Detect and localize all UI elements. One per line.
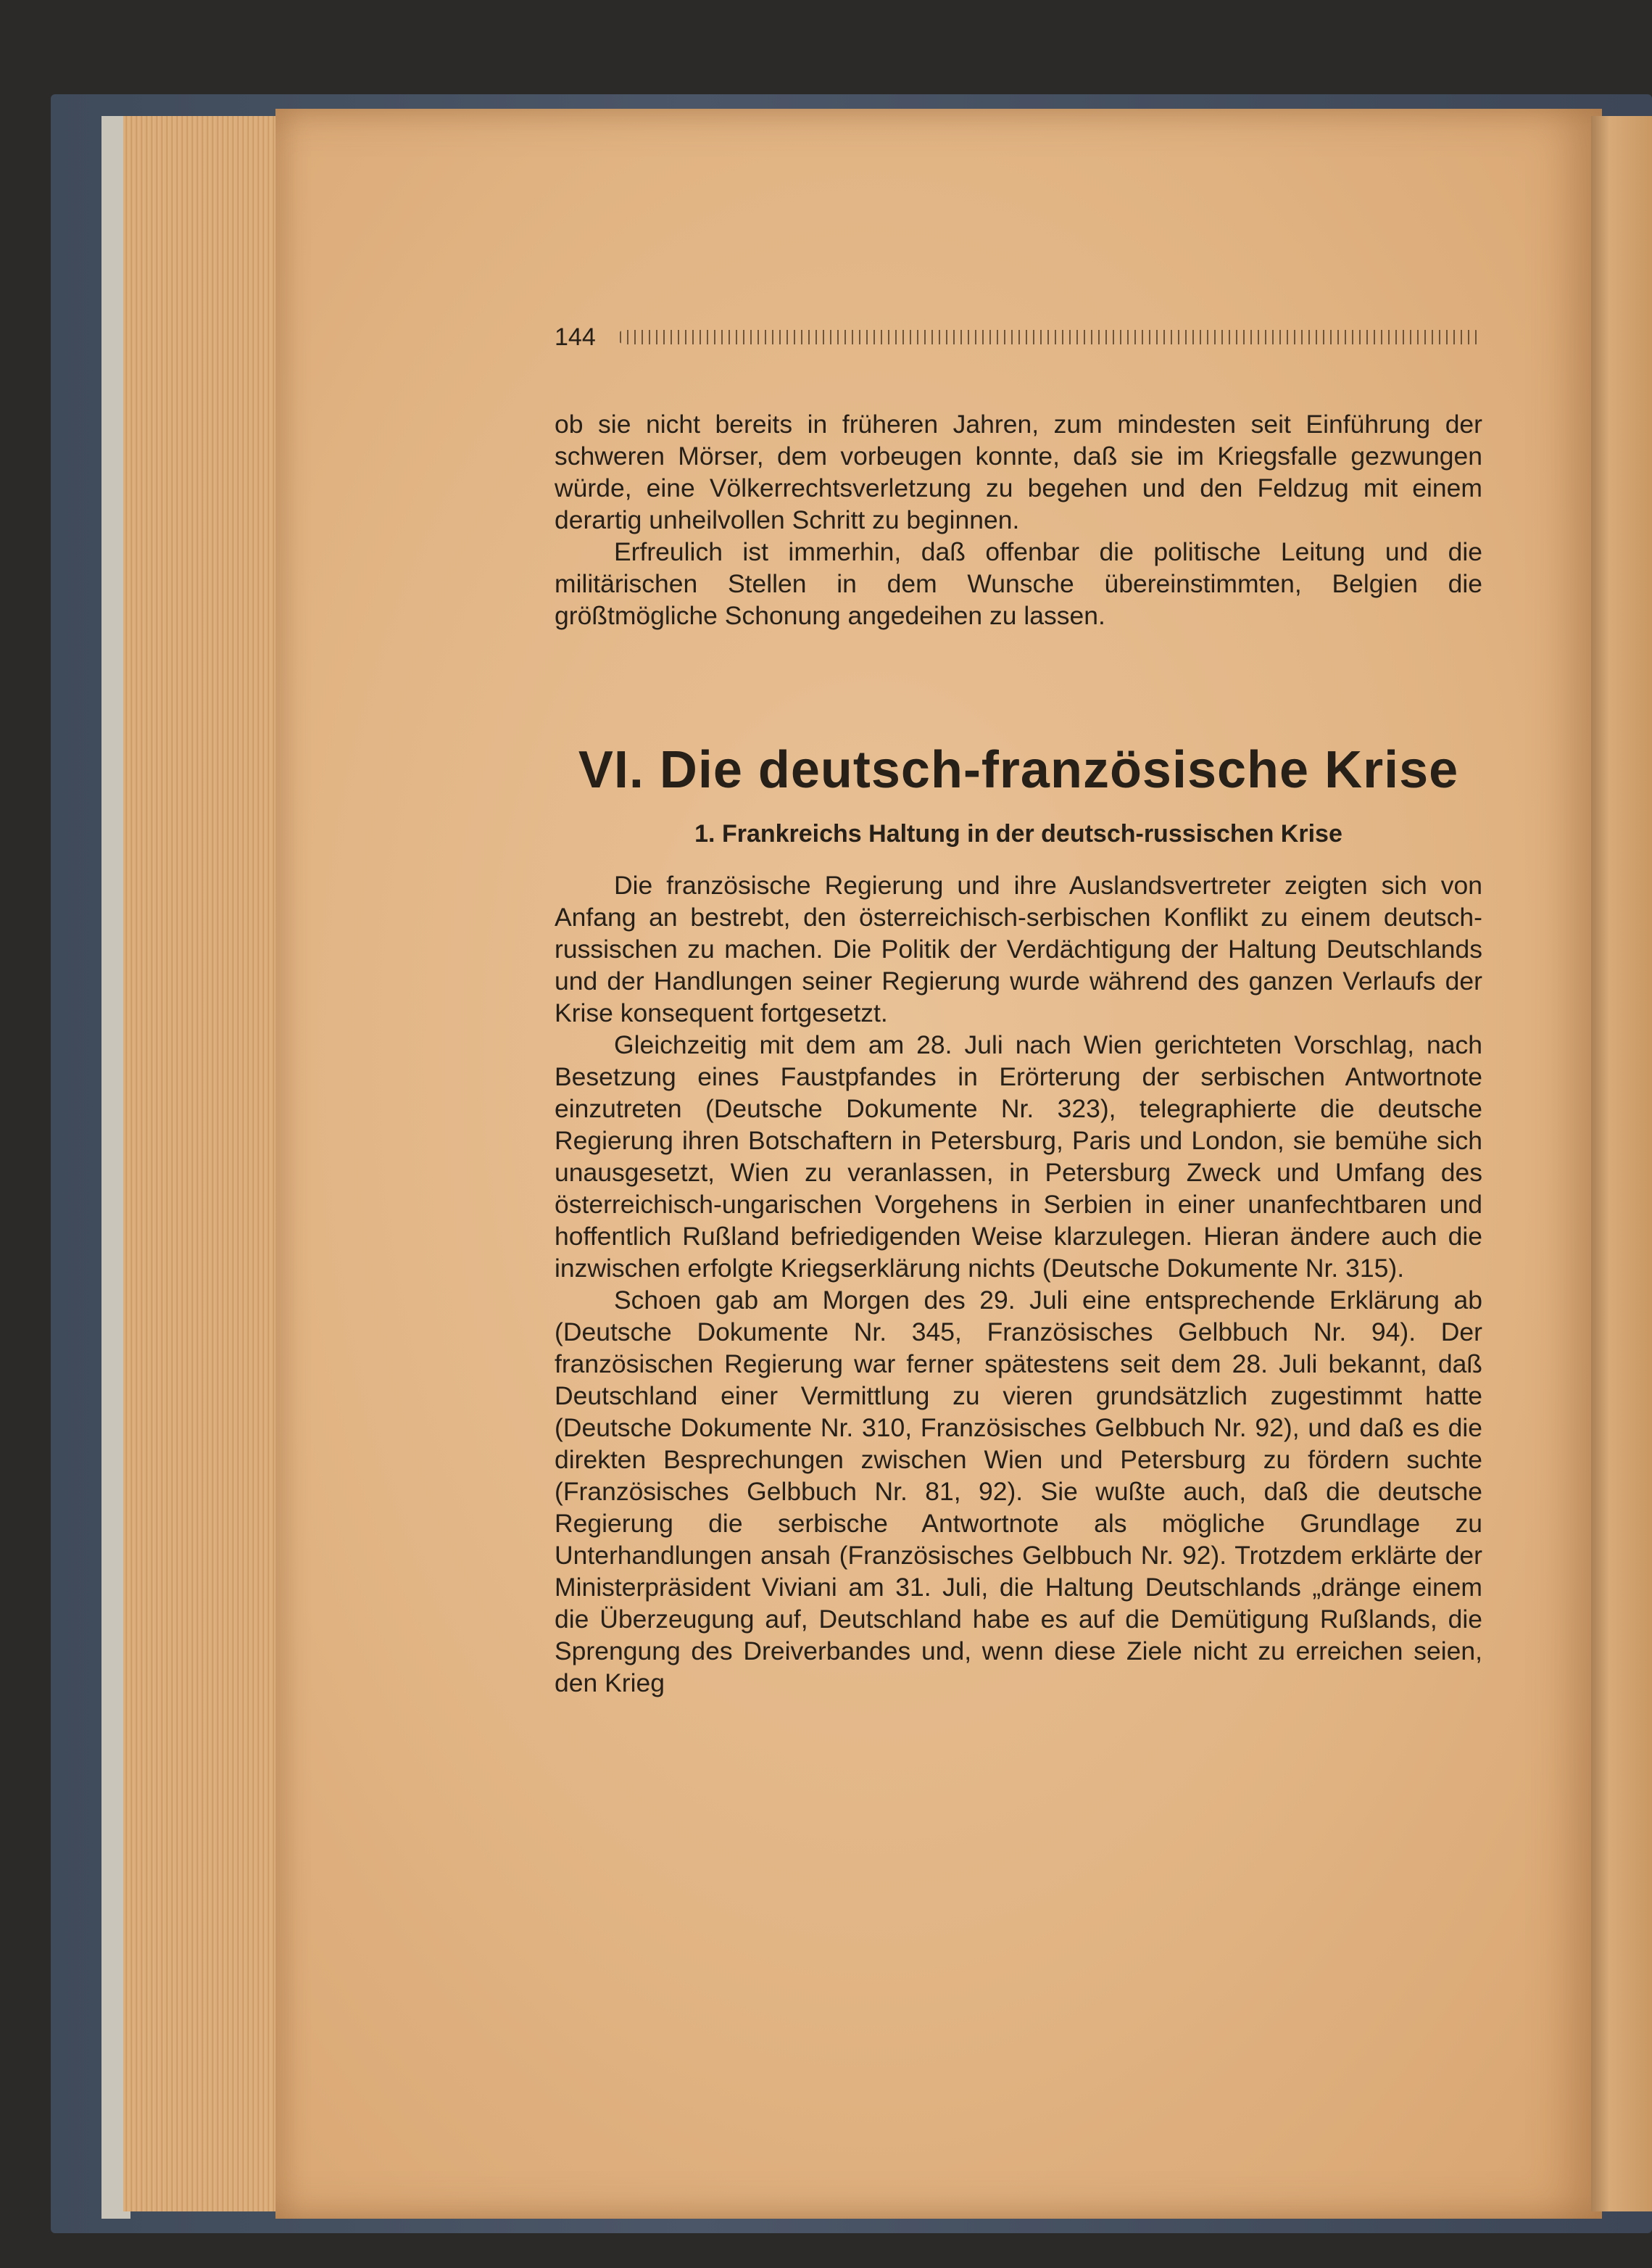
paragraph: Die französische Regierung und ihre Auslandsvertreter zeigten sich von Anfang an bestrebt, den österreichisch-serbischen Konflikt zu einem deutsch-russischen zu machen. Die Politik der Verdächtigung der Haltung Deutschlands und der Handlungen seiner Regierung wurde während des ganzen Verlaufs der Krise konsequent fortgesetzt. (555, 871, 1482, 1027)
paragraph: Schoen gab am Morgen des 29. Juli eine entsprechende Erklärung ab (Deutsche Dokumente Nr. 345, Französisches Gelbbuch Nr. 94). Der französischen Regierung war ferner spätestens seit dem 28. Juli bekannt, daß Deutschland einer Vermittlung zu vieren grundsätzlich zugestimmt hatte (Deutsche Dokumente Nr. 310, Französisches Gelbbuch Nr. 92), und daß es die direkten Besprechungen zwischen Wien und Petersburg zu fördern suchte (Französisches Gelbbuch Nr. 81, 92). Sie wußte auch, daß die deutsche Regierung die serbische Antwortnote als mögliche Grundlage zu Unterhandlungen ansah (Französisches Gelbbuch Nr. 92). Trotzdem erklärte der Ministerpräsident Viviani am 31. Juli, die Haltung Deutschlands „dränge einem die Überzeugung auf, Deutschland habe es auf die Demütigung Rußlands, die Sprengung des Dreiverbandes und, wenn diese Ziele nicht zu erreichen seien, den Krieg (555, 1286, 1482, 1697)
header-ornament (618, 330, 1482, 344)
paragraph: Erfreulich ist immerhin, daß offenbar die politische Leitung und die militärischen Stellen in dem Wunsche übereinstimmten, Belgien die größtmögliche Schonung angedeihen zu lassen. (555, 537, 1482, 630)
page-header (555, 315, 1482, 359)
paragraph-continued: ob sie nicht bereits in früheren Jahren, zum mindesten seit Einführung der schweren Mörser, dem vorbeugen konnte, daß sie im Kriegsfalle gezwungen würde, eine Völkerrechtsverletzung zu begehen und den Feldzug mit einem derartig unheilvollen Schritt zu beginnen. (555, 410, 1482, 534)
page-stack-edge (123, 116, 283, 2211)
chapter-title: VI. Die deutsch-französische Krise (578, 741, 1459, 799)
page-number: 144 (555, 323, 596, 351)
facing-page-edge (1591, 116, 1652, 2211)
page-content (555, 315, 1482, 1699)
section-title: 1. Frankreichs Haltung in der deutsch-russischen Krise (694, 820, 1342, 848)
paragraph: Gleichzeitig mit dem am 28. Juli nach Wien gerichteten Vorschlag, nach Besetzung eines Faustpfandes in Erörterung der serbischen Antwortnote einzutreten (Deutsche Dokumente Nr. 323), telegraphierte die deutsche Regierung ihren Botschaftern in Petersburg, Paris und London, sie bemühe sich unausgesetzt, Wien zu veranlassen, in Petersburg Zweck und Umfang des österreichisch-ungarischen Vorgehens in Serbien in einer unanfechtbaren und hoffentlich Rußland befriedigenden Weise klarzulegen. Hieran ändere auch die inzwischen erfolgte Kriegserklärung nichts (Deutsche Dokumente Nr. 315). (555, 1030, 1482, 1283)
